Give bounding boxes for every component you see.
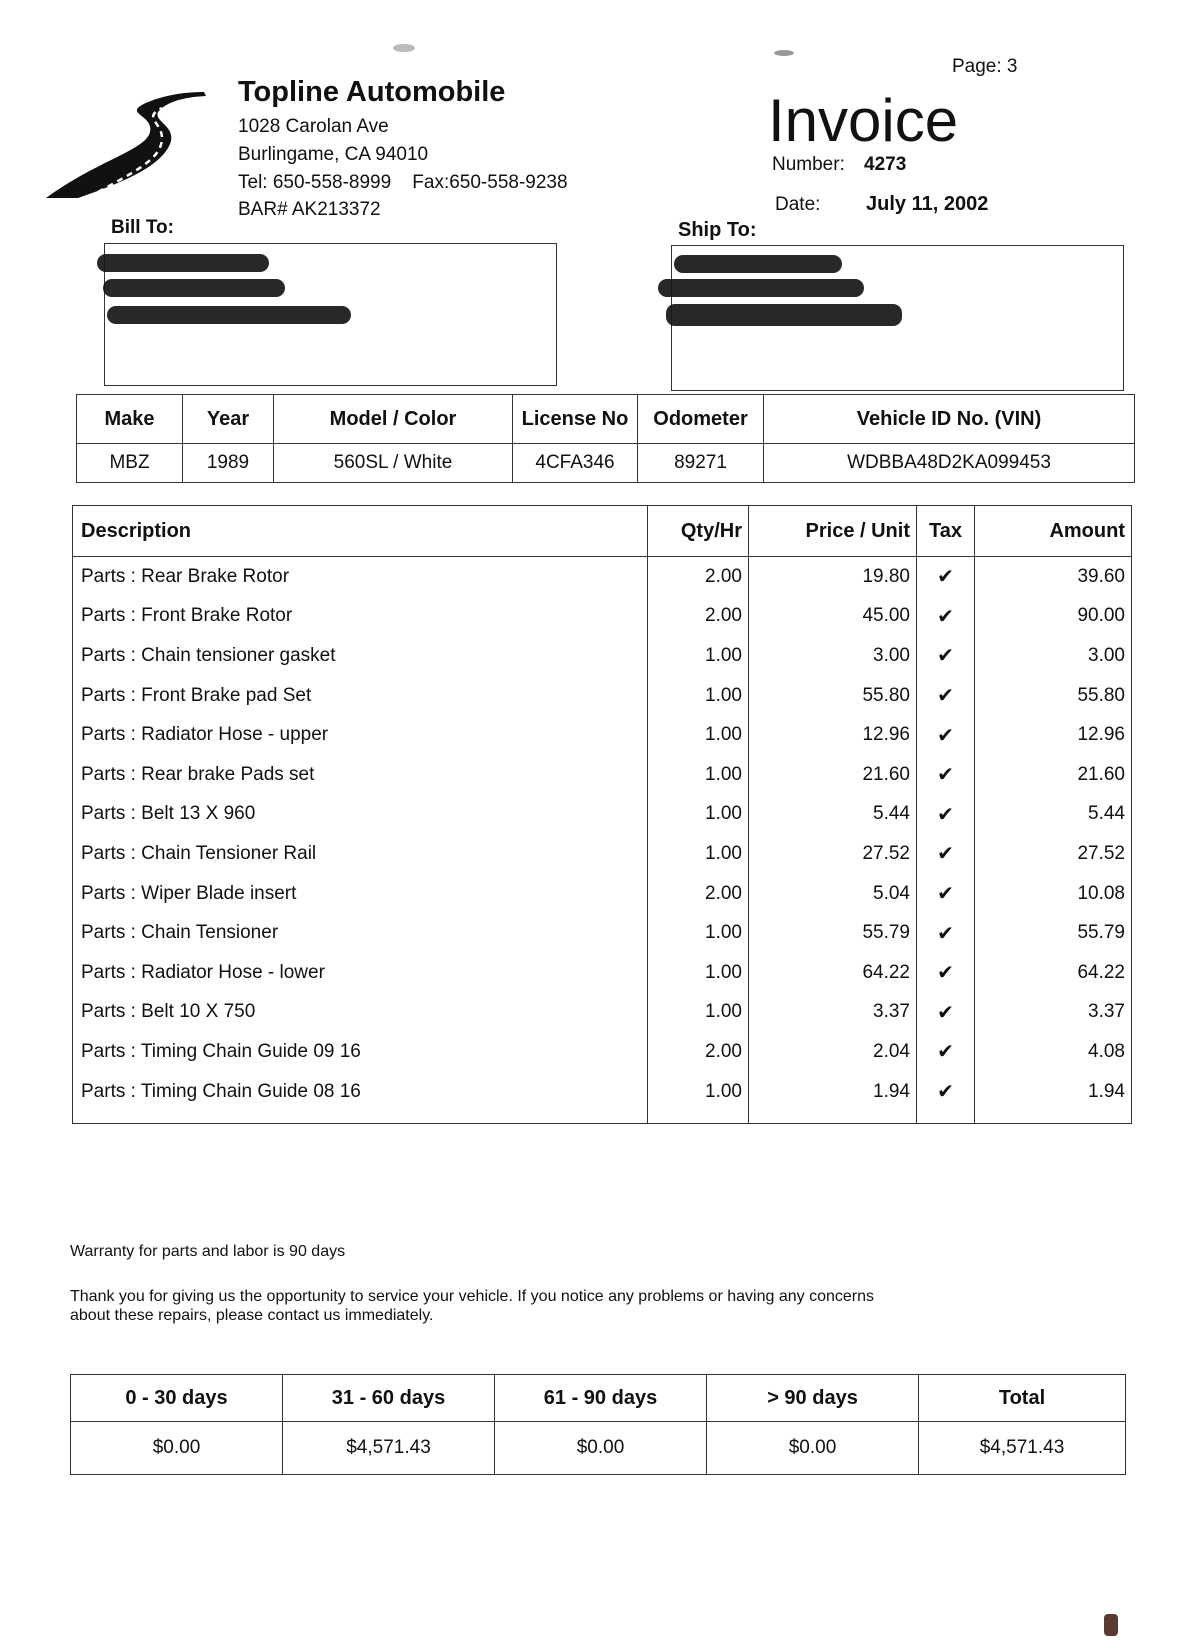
line-item-row — [73, 755, 1132, 795]
line-items-table — [72, 505, 1132, 1124]
scan-speck — [774, 50, 794, 56]
vehicle-header-model: Model / Color — [274, 395, 513, 444]
line-item-qty: 2.00 — [648, 1032, 749, 1072]
bill-to-label: Bill To: — [111, 217, 174, 238]
line-items-body — [73, 557, 1132, 1124]
line-item-row — [73, 597, 1132, 637]
invoice-number: 4273 — [864, 154, 907, 175]
line-item-price: 21.60 — [749, 755, 917, 795]
aging-summary-table — [70, 1374, 1126, 1475]
warranty-note: Warranty for parts and labor is 90 days — [70, 1243, 346, 1260]
line-item-price: 12.96 — [749, 715, 917, 755]
line-item-description: Parts : Front Brake Rotor — [73, 597, 648, 637]
line-item-tax-check: ✔ — [917, 795, 975, 835]
line-item-tax-check: ✔ — [917, 1032, 975, 1072]
line-item-qty: 1.00 — [648, 1072, 749, 1124]
line-item-amount: 1.94 — [975, 1072, 1132, 1124]
line-item-row — [73, 1032, 1132, 1072]
invoice-number-label: Number: — [772, 154, 845, 175]
line-item-amount: 55.79 — [975, 913, 1132, 953]
items-header-amount: Amount — [975, 506, 1132, 557]
line-item-description: Parts : Radiator Hose - upper — [73, 715, 648, 755]
line-item-price: 5.44 — [749, 795, 917, 835]
redaction-mark — [107, 306, 351, 324]
line-item-tax-check: ✔ — [917, 913, 975, 953]
line-item-description: Parts : Timing Chain Guide 08 16 — [73, 1072, 648, 1124]
line-item-tax-check: ✔ — [917, 834, 975, 874]
aging-header-0-30: 0 - 30 days — [71, 1375, 283, 1422]
line-item-description: Parts : Radiator Hose - lower — [73, 953, 648, 993]
line-item-qty: 1.00 — [648, 834, 749, 874]
company-address-line2: Burlingame, CA 94010 — [238, 144, 429, 165]
aging-header-over-90: > 90 days — [707, 1375, 919, 1422]
line-item-qty: 2.00 — [648, 597, 749, 637]
aging-value-total: $4,571.43 — [919, 1422, 1126, 1475]
line-item-description: Parts : Rear Brake Rotor — [73, 557, 648, 597]
line-item-qty: 2.00 — [648, 874, 749, 914]
line-item-qty: 1.00 — [648, 953, 749, 993]
vehicle-header-vin: Vehicle ID No. (VIN) — [764, 395, 1135, 444]
line-item-tax-check: ✔ — [917, 636, 975, 676]
line-item-price: 45.00 — [749, 597, 917, 637]
vehicle-header-license: License No — [513, 395, 638, 444]
line-item-row — [73, 993, 1132, 1033]
items-header-tax: Tax — [917, 506, 975, 557]
line-item-price: 3.00 — [749, 636, 917, 676]
scan-speck — [1104, 1614, 1118, 1636]
line-item-description: Parts : Belt 13 X 960 — [73, 795, 648, 835]
aging-value-over-90: $0.00 — [707, 1422, 919, 1475]
line-item-qty: 1.00 — [648, 676, 749, 716]
bill-to-address-box — [104, 243, 557, 386]
line-item-row — [73, 715, 1132, 755]
invoice-date: July 11, 2002 — [866, 193, 989, 215]
line-item-amount: 12.96 — [975, 715, 1132, 755]
line-item-description: Parts : Wiper Blade insert — [73, 874, 648, 914]
line-item-amount: 3.37 — [975, 993, 1132, 1033]
vehicle-header-make: Make — [77, 395, 183, 444]
redaction-mark — [97, 254, 269, 272]
line-item-price: 19.80 — [749, 557, 917, 597]
line-item-amount: 4.08 — [975, 1032, 1132, 1072]
line-item-amount: 39.60 — [975, 557, 1132, 597]
vehicle-header-odometer: Odometer — [638, 395, 764, 444]
line-item-row — [73, 913, 1132, 953]
aging-header-31-60: 31 - 60 days — [283, 1375, 495, 1422]
line-item-price: 55.80 — [749, 676, 917, 716]
line-item-price: 1.94 — [749, 1072, 917, 1124]
line-item-qty: 1.00 — [648, 755, 749, 795]
line-item-qty: 1.00 — [648, 795, 749, 835]
vehicle-year: 1989 — [183, 444, 274, 483]
line-item-description: Parts : Front Brake pad Set — [73, 676, 648, 716]
line-item-row — [73, 953, 1132, 993]
line-item-price: 5.04 — [749, 874, 917, 914]
company-name: Topline Automobile — [238, 76, 506, 108]
redaction-mark — [658, 279, 864, 297]
aging-header-total: Total — [919, 1375, 1126, 1422]
line-item-tax-check: ✔ — [917, 874, 975, 914]
company-address-line1: 1028 Carolan Ave — [238, 116, 389, 137]
line-item-amount: 55.80 — [975, 676, 1132, 716]
aging-header-61-90: 61 - 90 days — [495, 1375, 707, 1422]
line-item-tax-check: ✔ — [917, 1072, 975, 1124]
redaction-mark — [103, 279, 285, 297]
line-item-amount: 5.44 — [975, 795, 1132, 835]
aging-value-61-90: $0.00 — [495, 1422, 707, 1475]
line-item-qty: 2.00 — [648, 557, 749, 597]
company-phone-fax: Tel: 650-558-8999 Fax:650-558-9238 — [238, 172, 568, 193]
line-item-tax-check: ✔ — [917, 557, 975, 597]
line-item-price: 27.52 — [749, 834, 917, 874]
line-item-amount: 27.52 — [975, 834, 1132, 874]
line-item-price: 64.22 — [749, 953, 917, 993]
line-item-tax-check: ✔ — [917, 993, 975, 1033]
line-item-row — [73, 1072, 1132, 1124]
line-item-row — [73, 676, 1132, 716]
line-item-qty: 1.00 — [648, 913, 749, 953]
line-item-tax-check: ✔ — [917, 676, 975, 716]
vehicle-make: MBZ — [77, 444, 183, 483]
scan-speck — [393, 44, 415, 52]
aging-value-31-60: $4,571.43 — [283, 1422, 495, 1475]
line-item-tax-check: ✔ — [917, 715, 975, 755]
ship-to-label: Ship To: — [678, 219, 757, 241]
line-item-amount: 21.60 — [975, 755, 1132, 795]
line-item-qty: 1.00 — [648, 636, 749, 676]
line-item-description: Parts : Chain Tensioner Rail — [73, 834, 648, 874]
line-item-row — [73, 795, 1132, 835]
invoice-date-label: Date: — [775, 194, 821, 215]
redaction-mark — [674, 255, 842, 273]
line-item-description: Parts : Chain tensioner gasket — [73, 636, 648, 676]
line-item-price: 55.79 — [749, 913, 917, 953]
line-item-qty: 1.00 — [648, 715, 749, 755]
redaction-mark — [666, 304, 902, 326]
line-item-qty: 1.00 — [648, 993, 749, 1033]
line-item-price: 2.04 — [749, 1032, 917, 1072]
items-header-description: Description — [73, 506, 648, 557]
vehicle-header-year: Year — [183, 395, 274, 444]
company-bar-number: BAR# AK213372 — [238, 199, 381, 220]
road-logo-icon — [38, 80, 208, 200]
items-header-qty: Qty/Hr — [648, 506, 749, 557]
vehicle-license: 4CFA346 — [513, 444, 638, 483]
line-item-description: Parts : Rear brake Pads set — [73, 755, 648, 795]
line-item-row — [73, 874, 1132, 914]
vehicle-table — [76, 394, 1135, 483]
line-item-description: Parts : Chain Tensioner — [73, 913, 648, 953]
line-item-row — [73, 834, 1132, 874]
line-item-tax-check: ✔ — [917, 953, 975, 993]
vehicle-vin: WDBBA48D2KA099453 — [764, 444, 1135, 483]
line-item-amount: 90.00 — [975, 597, 1132, 637]
line-item-row — [73, 636, 1132, 676]
items-header-price: Price / Unit — [749, 506, 917, 557]
line-item-description: Parts : Belt 10 X 750 — [73, 993, 648, 1033]
line-item-amount: 10.08 — [975, 874, 1132, 914]
vehicle-model-color: 560SL / White — [274, 444, 513, 483]
invoice-title: Invoice — [768, 87, 959, 154]
line-item-tax-check: ✔ — [917, 755, 975, 795]
aging-value-0-30: $0.00 — [71, 1422, 283, 1475]
ship-to-address-box — [671, 245, 1124, 391]
line-item-description: Parts : Timing Chain Guide 09 16 — [73, 1032, 648, 1072]
line-item-row — [73, 557, 1132, 597]
page-number: Page: 3 — [952, 56, 1018, 77]
thank-you-note: Thank you for giving us the opportunity to service your vehicle. If you notice any problems or having any concerns about these repairs, please contact us immediately. — [70, 1288, 874, 1324]
line-item-tax-check: ✔ — [917, 597, 975, 637]
vehicle-odometer: 89271 — [638, 444, 764, 483]
line-item-amount: 3.00 — [975, 636, 1132, 676]
line-item-price: 3.37 — [749, 993, 917, 1033]
line-item-amount: 64.22 — [975, 953, 1132, 993]
